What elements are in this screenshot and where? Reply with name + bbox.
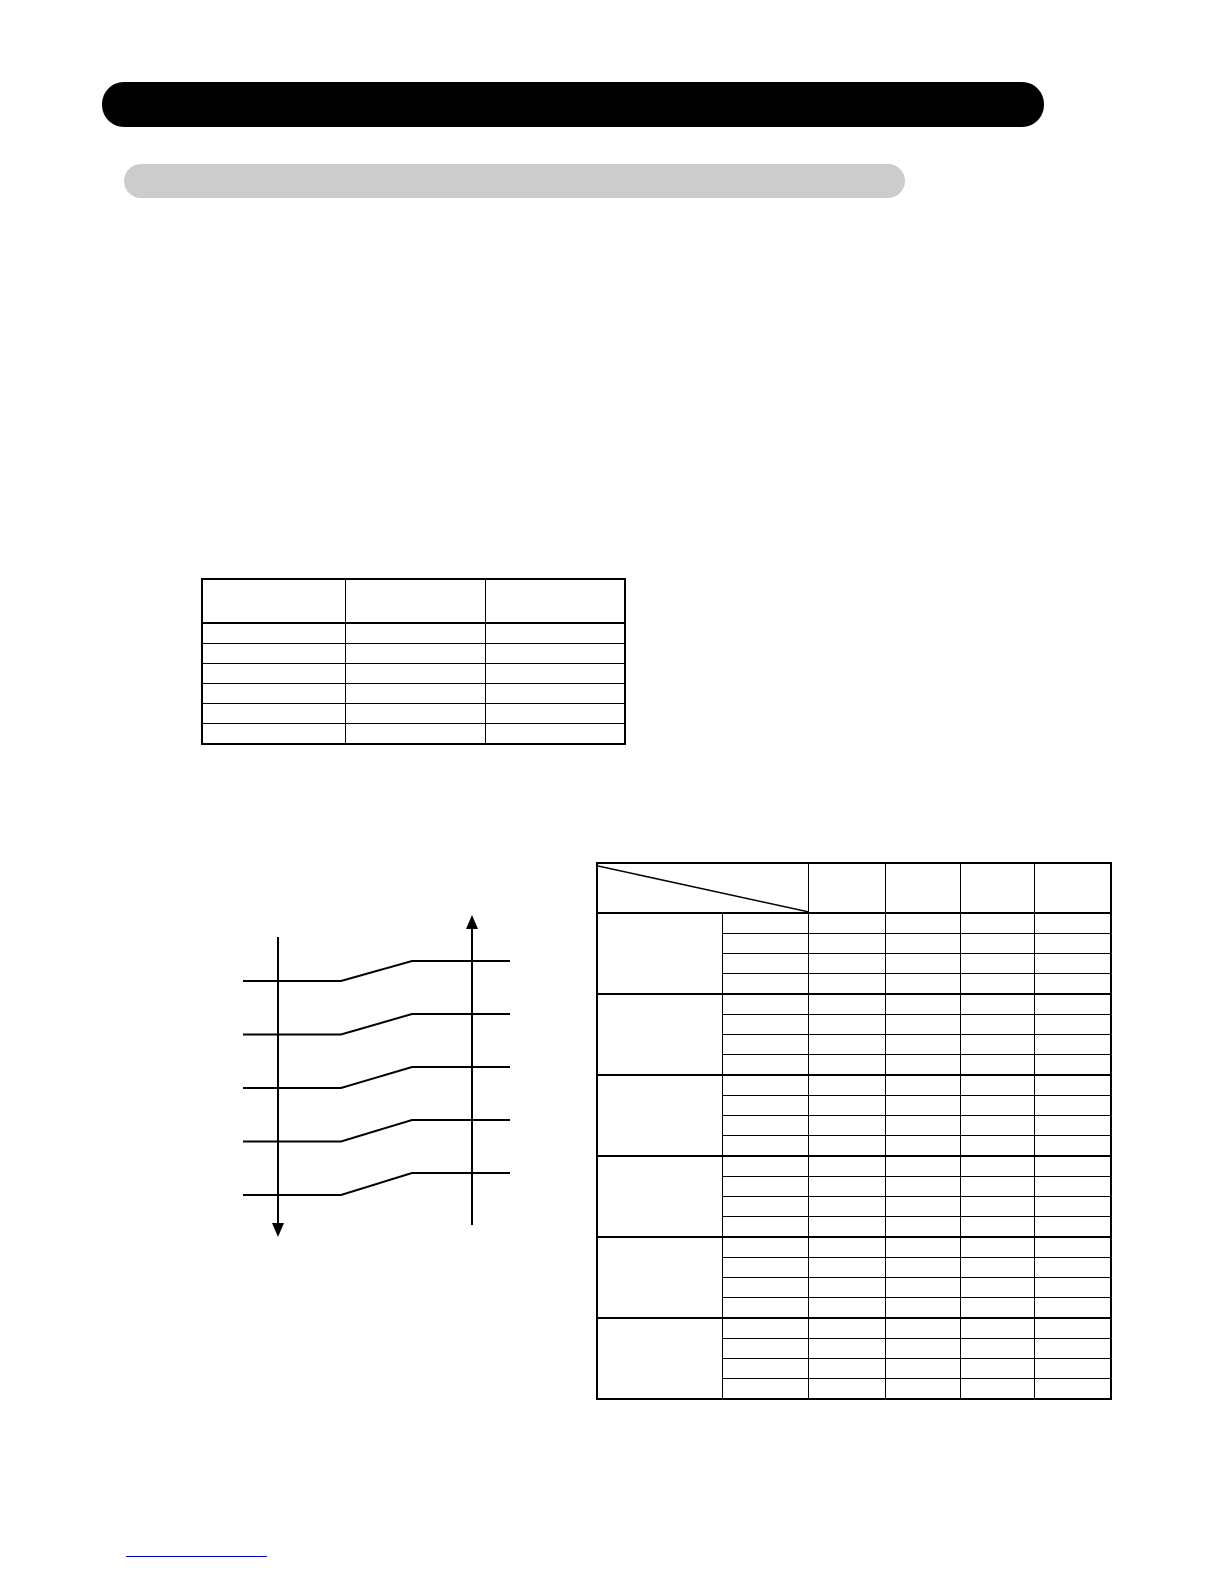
large-table-cell [885,1379,960,1400]
large-table-cell [960,934,1034,954]
large-table-cell [960,1096,1034,1116]
large-table-cell [885,1075,960,1096]
large-table-cell [722,1177,808,1197]
large-table-group-label [597,913,722,994]
large-table-cell [960,1298,1034,1319]
connector-line [243,1067,510,1088]
large-table-cell [1034,1055,1111,1076]
large-table-cell [808,1217,885,1238]
large-table-cell [1034,994,1111,1015]
large-table-row [597,1075,1111,1096]
connector-line [243,1014,510,1035]
large-table-cell [960,1136,1034,1157]
large-table-cell [1034,1035,1111,1055]
connector-line [243,1173,510,1195]
connector-line [243,961,510,981]
large-table-cell [808,1298,885,1319]
large-table-cell [1034,913,1111,934]
large-table-cell [960,1055,1034,1076]
small-table-cell [345,684,485,704]
page-title-bar [102,82,1044,127]
large-table-cell [808,913,885,934]
large-table-cell [722,1298,808,1319]
large-table-cell [722,913,808,934]
signal-diagram [235,905,525,1250]
section-subtitle-bar [124,164,905,198]
large-table-cell [885,1217,960,1238]
large-table-cell [960,1075,1034,1096]
large-table-cell [1034,1379,1111,1400]
large-table-cell [722,954,808,974]
large-table-cell [960,1258,1034,1278]
large-table-cell [960,1278,1034,1298]
large-table-cell [960,1359,1034,1379]
large-table-cell [808,1339,885,1359]
large-table-cell [960,974,1034,995]
small-table-row [202,664,625,684]
large-table-cell [808,1197,885,1217]
small-table-cell [345,724,485,745]
large-table-cell [885,1096,960,1116]
small-table-cell [202,704,345,724]
small-table-cell [202,664,345,684]
large-table-cell [1034,1237,1111,1258]
down-arrow-icon [272,1223,284,1237]
large-table-cell [885,934,960,954]
large-table-cell [885,954,960,974]
small-table-row [202,724,625,745]
corner-diagonal [598,864,809,912]
large-table-cell [808,1096,885,1116]
large-table-cell [722,1136,808,1157]
large-table-cell [1034,1339,1111,1359]
small-table-cell [345,623,485,644]
large-table-cell [1034,1075,1111,1096]
large-table-cell [722,1156,808,1177]
large-table-corner-cell [597,863,808,913]
large-table-cell [885,994,960,1015]
large-table-cell [808,1015,885,1035]
large-table-cell [960,1035,1034,1055]
large-table-cell [960,1379,1034,1400]
small-table-header-cell [485,579,625,623]
large-table-row [597,913,1111,934]
large-table-cell [885,1035,960,1055]
large-table-cell [960,913,1034,934]
large-table-cell [808,994,885,1015]
small-table-cell [485,684,625,704]
large-table-cell [1034,954,1111,974]
small-table-row [202,623,625,644]
large-table-cell [722,1035,808,1055]
large-table-cell [722,1318,808,1339]
large-table-header-cell [960,863,1034,913]
large-table-header-cell [1034,863,1111,913]
large-table-cell [808,1055,885,1076]
large-table-cell [960,1116,1034,1136]
small-table-header-cell [202,579,345,623]
large-table-cell [885,1156,960,1177]
large-table-cell [722,1055,808,1076]
small-table-row [202,644,625,664]
large-table-cell [1034,1156,1111,1177]
small-table-cell [485,704,625,724]
large-table-cell [885,1015,960,1035]
small-table-row [202,704,625,724]
large-table-cell [885,1116,960,1136]
large-table-cell [722,1359,808,1379]
large-table-group-label [597,1237,722,1318]
large-table-cell [808,1177,885,1197]
large-table-cell [1034,934,1111,954]
small-table-cell [345,664,485,684]
small-table-cell [485,664,625,684]
large-table-cell [808,1359,885,1379]
diagram-svg [235,905,525,1250]
large-table-cell [808,1136,885,1157]
large-table-cell [808,1075,885,1096]
large-table-cell [1034,1298,1111,1319]
large-table-cell [1034,1217,1111,1238]
large-table-cell [808,934,885,954]
small-table [201,578,626,745]
small-table-cell [485,724,625,745]
large-table-cell [808,1237,885,1258]
large-table [596,862,1112,1400]
large-table-cell [1034,1116,1111,1136]
large-table-cell [722,1096,808,1116]
large-table-cell [722,994,808,1015]
large-table-cell [808,1258,885,1278]
up-arrow-icon [466,915,478,929]
large-table-cell [960,1197,1034,1217]
small-table-cell [202,623,345,644]
large-table-cell [1034,1096,1111,1116]
large-table-cell [1034,1318,1111,1339]
large-table-group-label [597,1318,722,1399]
large-table-cell [808,1318,885,1339]
large-table-cell [885,1055,960,1076]
large-table-cell [1034,1278,1111,1298]
large-table-cell [960,1156,1034,1177]
large-table-cell [960,1339,1034,1359]
large-table-cell [1034,1015,1111,1035]
footer-link[interactable] [126,1556,267,1557]
large-table-cell [960,954,1034,974]
large-table-cell [885,1339,960,1359]
large-table-cell [722,1237,808,1258]
small-table-header-row [202,579,625,623]
small-table-cell [485,623,625,644]
large-table-row [597,994,1111,1015]
small-table-row [202,684,625,704]
large-table-cell [885,1177,960,1197]
large-table-cell [722,1197,808,1217]
large-table-cell [885,913,960,934]
large-table-group-label [597,1075,722,1156]
large-table-cell [885,974,960,995]
large-table-cell [960,1237,1034,1258]
large-table-cell [722,974,808,995]
large-table-cell [722,1379,808,1400]
small-table-cell [345,644,485,664]
large-table-cell [885,1359,960,1379]
large-table-cell [808,1379,885,1400]
large-table-cell [1034,1136,1111,1157]
large-table-cell [1034,1197,1111,1217]
large-table-group-label [597,994,722,1075]
large-table-cell [722,1075,808,1096]
connector-line [243,1120,510,1142]
large-table-row [597,1237,1111,1258]
large-table-cell [722,1015,808,1035]
large-table-cell [808,1156,885,1177]
large-table-header-cell [885,863,960,913]
large-table-cell [808,1116,885,1136]
large-table-cell [1034,1177,1111,1197]
small-table-cell [485,644,625,664]
large-table-row [597,1156,1111,1177]
large-table-cell [885,1258,960,1278]
large-table-cell [885,1318,960,1339]
large-table-cell [960,1217,1034,1238]
large-table-cell [1034,974,1111,995]
large-table-cell [885,1298,960,1319]
large-table-cell [1034,1258,1111,1278]
large-table-cell [808,1035,885,1055]
large-table-cell [885,1197,960,1217]
large-table-cell [808,974,885,995]
large-table-cell [722,1258,808,1278]
small-table-cell [202,684,345,704]
large-table-group-label [597,1156,722,1237]
small-table-cell [202,644,345,664]
large-table-cell [885,1237,960,1258]
large-table-cell [722,1339,808,1359]
large-table-cell [722,1217,808,1238]
large-table-header-row [597,863,1111,913]
small-table-header-cell [345,579,485,623]
large-table-cell [885,1136,960,1157]
large-table-cell [808,1278,885,1298]
large-table-cell [1034,1359,1111,1379]
large-table-cell [885,1278,960,1298]
large-table-cell [722,1278,808,1298]
large-table-cell [722,934,808,954]
large-table-cell [960,1015,1034,1035]
large-table-cell [808,954,885,974]
large-table-row [597,1318,1111,1339]
small-table-cell [202,724,345,745]
large-table-header-cell [808,863,885,913]
large-table-cell [722,1116,808,1136]
large-table-cell [960,1177,1034,1197]
large-table-cell [960,1318,1034,1339]
small-table-cell [345,704,485,724]
large-table-cell [960,994,1034,1015]
